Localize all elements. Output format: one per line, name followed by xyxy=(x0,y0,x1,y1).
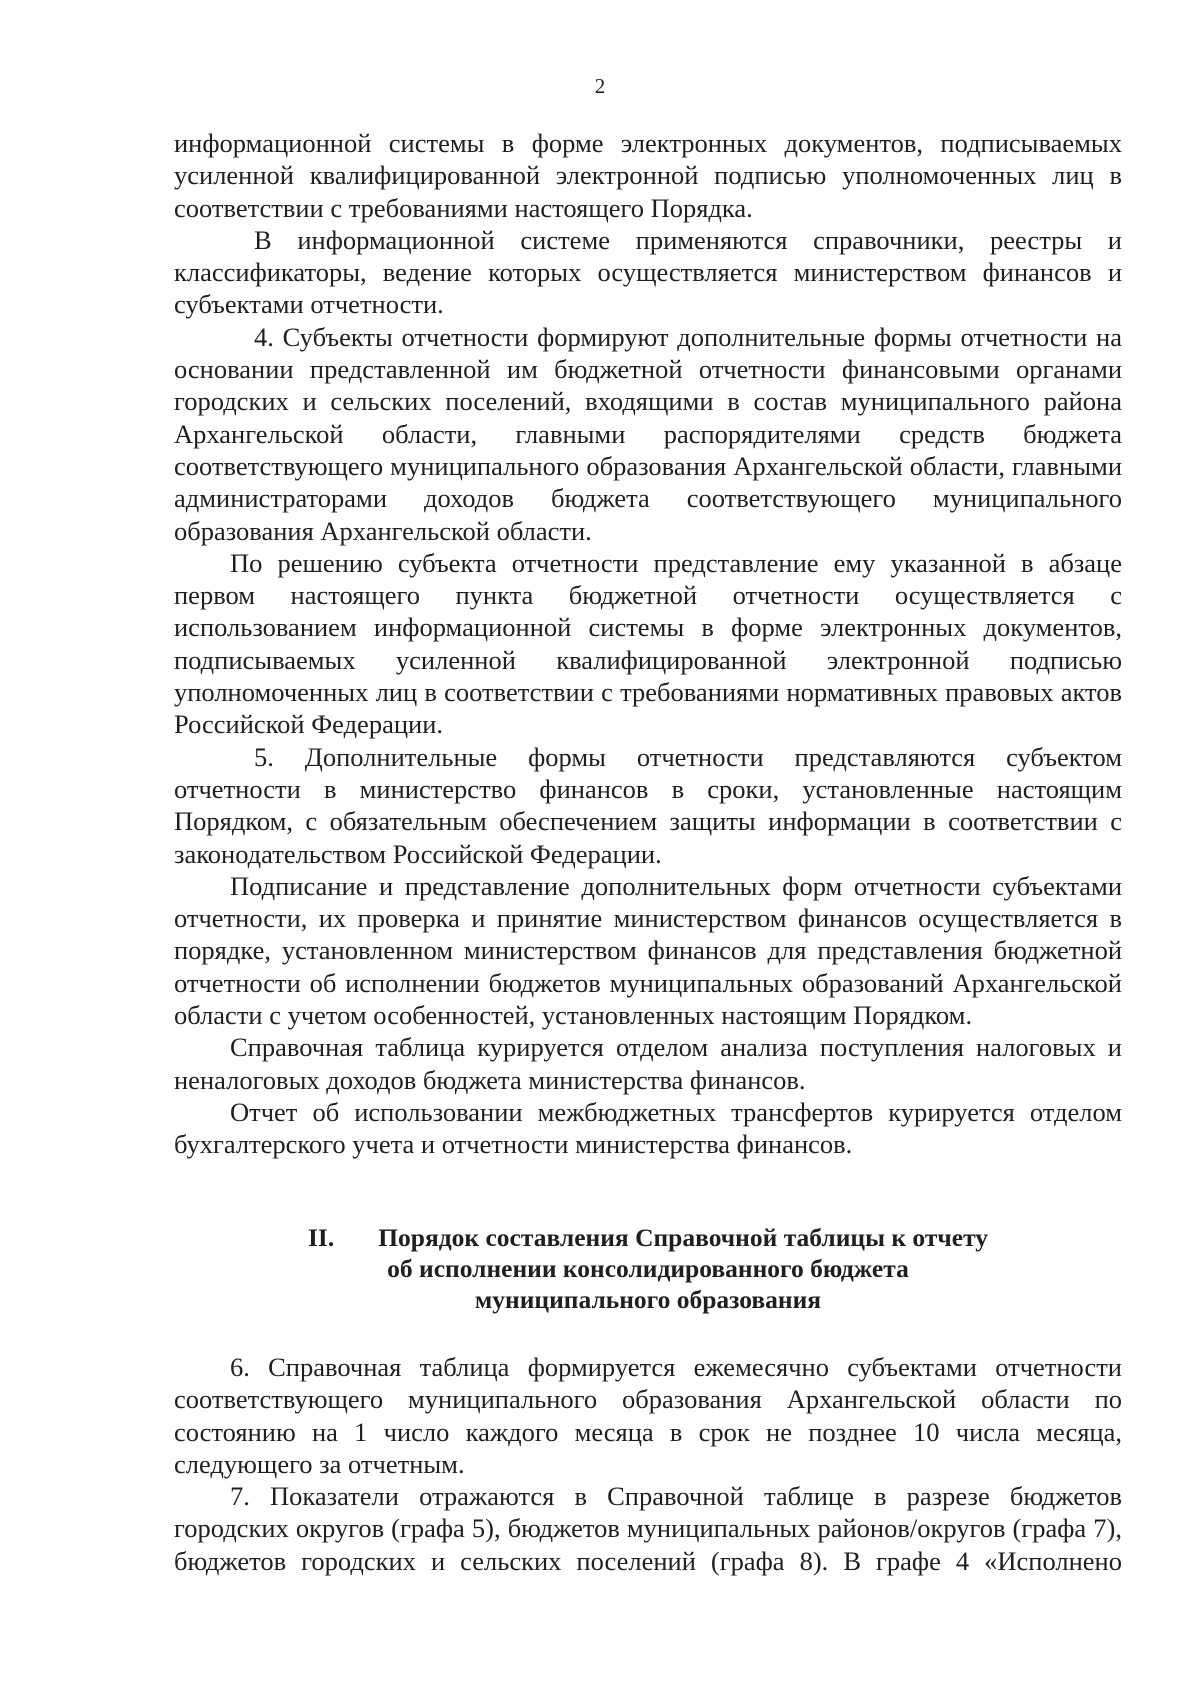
paragraph-item-4: 4. Субъекты отчетности формируют дополнительные формы отчетности на основании представленной им бюджетной отчетности финансовыми органами городских и сельских поселений, входящими в состав муниципального района Архангельской области, главными распорядителями средств бюджета соответствующего муниципального образования Архангельской области, главными администраторами доходов бюджета соответствующего муниципального образования Архангельской области. xyxy=(174,321,1122,546)
paragraph-reference-books: В информационной системе применяются справочники, реестры и классификаторы, ведение которых осуществляется министерством финансов и субъектами отчетности. xyxy=(174,224,1122,320)
paragraph-transfers-report-curation: Отчет об использовании межбюджетных трансфертов курируется отделом бухгалтерского учета и отчетности министерства финансов. xyxy=(174,1096,1122,1160)
paragraph-item-5: 5. Дополнительные формы отчетности представляются субъектом отчетности в министерство финансов в сроки, установленные настоящим Порядком, с обязательным обеспечением защиты информации в соответствии с законодательством Российской Федерации. xyxy=(174,741,1122,869)
section-title-line1: Порядок составления Справочной таблицы к отчету xyxy=(378,1223,989,1252)
body-text-part1 xyxy=(174,127,1122,1161)
paragraph-reference-table-curation: Справочная таблица курируется отделом анализа поступления налоговых и неналоговых доходов бюджета министерства финансов. xyxy=(174,1032,1122,1095)
section-numeral: II. xyxy=(307,1223,335,1252)
paragraph-continuation: информационной системы в форме электронных документов, подписываемых усиленной квалифицированной электронной подписью уполномоченных лиц в соответствии с требованиями настоящего Порядка. xyxy=(174,128,1122,223)
section-title-line3: муниципального образования xyxy=(474,1285,822,1314)
section-heading xyxy=(174,1222,1122,1315)
body-text-part2 xyxy=(174,1351,1122,1577)
page-number: 2 xyxy=(594,74,606,98)
paragraph-electronic-submission: По решению субъекта отчетности представление ему указанной в абзаце первом настоящего пункта бюджетной отчетности осуществляется с использованием информационной системы в форме электронных документов, подписываемых усиленной квалифицированной электронной подписью уполномоченных лиц в соответствии с требованиями нормативных правовых актов Российской Федерации. xyxy=(174,547,1122,740)
section-heading-line1 xyxy=(174,1222,1122,1253)
section-title-line2: об исполнении консолидированного бюджета xyxy=(387,1254,909,1283)
paragraph-item-6: 6. Справочная таблица формируется ежемесячно субъектами отчетности соответствующего муниципального образования Архангельской области по состоянию на 1 число каждого месяца в срок не позднее 10 числа месяца, следующего за отчетным. xyxy=(174,1352,1122,1479)
paragraph-signing: Подписание и представление дополнительных форм отчетности субъектами отчетности, их проверка и принятие министерством финансов осуществляется в порядке, установленном министерством финансов для представления бюджетной отчетности об исполнении бюджетов муниципальных образований Архангельской области с учетом особенностей, установленных настоящим Порядком. xyxy=(174,870,1122,1031)
paragraph-item-7: 7. Показатели отражаются в Справочной таблице в разрезе бюджетов городских округов (графа 5), бюджетов муниципальных районов/округов (графа 7), бюджетов городских и сельских поселений (графа 8). В графе 4 «Исполнено xyxy=(174,1481,1122,1576)
